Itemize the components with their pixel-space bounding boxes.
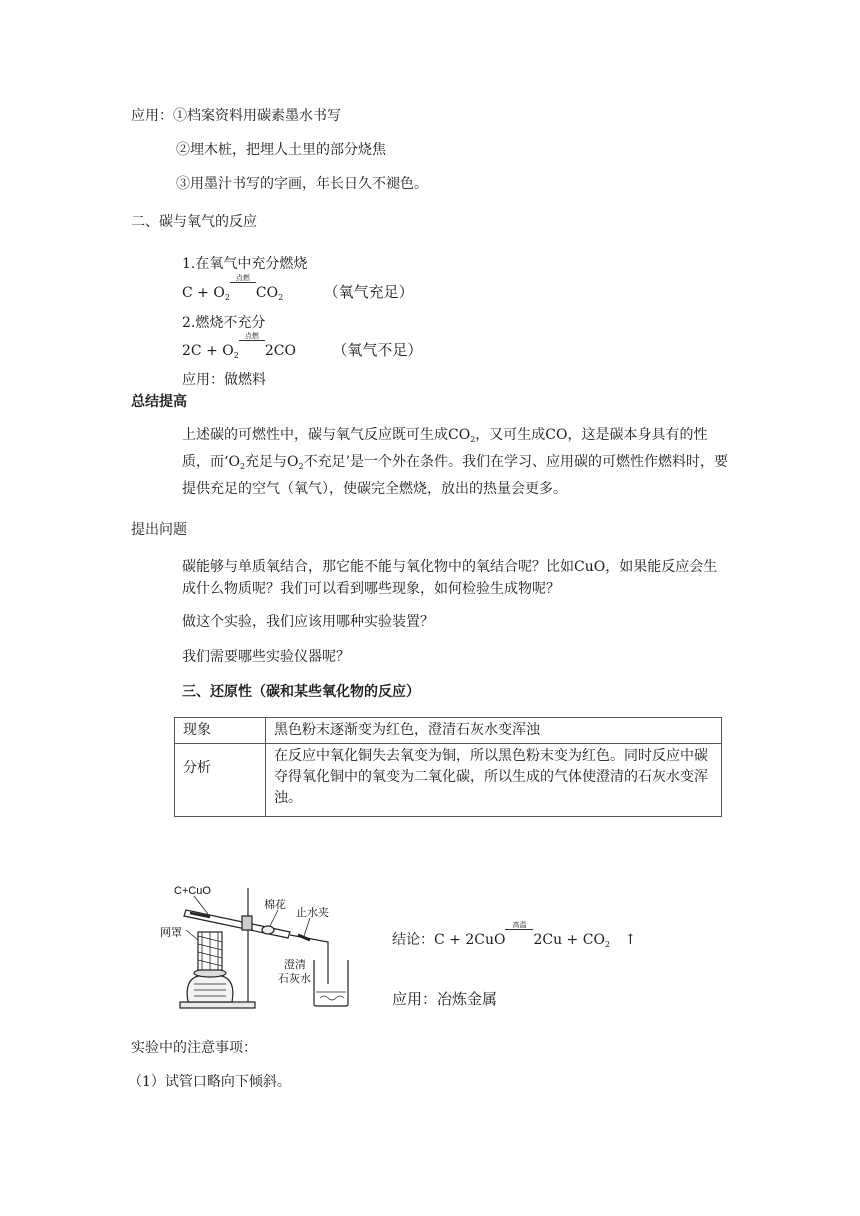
question-title: 提出问题 — [131, 522, 187, 538]
application-line-3: ③用墨汁书写的字画，年长日久不褪色。 — [176, 176, 428, 192]
eq2-reaction-arrow — [239, 332, 265, 361]
table-row — [175, 744, 722, 817]
eq1-reaction-arrow — [230, 274, 256, 303]
eq1-sub-a: 2 — [224, 293, 230, 302]
label-cotton: 棉花 — [264, 899, 286, 911]
equation-incomplete-combustion — [182, 332, 423, 366]
conclusion-prefix: 结论：C + 2CuO — [392, 932, 506, 948]
conclusion-right: 2Cu + CO — [533, 932, 605, 948]
summary-text-1: 上述碳的可燃性中，碳与氧气反应既可生成CO — [182, 427, 471, 443]
notes-item-1: （1）试管口略向下倾斜。 — [128, 1074, 291, 1090]
section2-item1: 1.在氧气中充分燃烧 — [182, 256, 308, 272]
equation-complete-combustion — [182, 274, 414, 308]
table-cell-text: 在反应中氧化铜失去氧变为铜，所以黑色粉末变为红色。同时反应中碳夺得氧化铜中的氧变为二氧化碳，所以生成的气体使澄清的石灰水变浑浊。 — [266, 744, 722, 817]
eq2-note: （氧气不足） — [332, 341, 423, 359]
observation-table — [174, 717, 722, 817]
conclusion-condition: 高温 — [505, 921, 533, 930]
summary-sub-3: 2 — [298, 462, 304, 471]
conclusion-equation — [392, 921, 637, 955]
table-cell-head: 现象 — [175, 718, 266, 744]
section2-title: 二、碳与氧气的反应 — [131, 214, 257, 230]
summary-paragraph — [182, 424, 730, 500]
label-limewater-2: 石灰水 — [278, 973, 311, 985]
conclusion-sub: 2 — [604, 940, 611, 949]
eq2-left: 2C + O — [182, 343, 234, 359]
conclusion-application: 应用：冶炼金属 — [392, 990, 498, 1008]
summary-title: 总结提高 — [131, 394, 187, 410]
notes-title: 实验中的注意事项： — [131, 1040, 257, 1056]
conclusion-reaction-arrow — [505, 921, 533, 950]
gas-arrow-icon: ↑ — [624, 932, 637, 948]
summary-text-2: ，又可生成CO，这是碳本身具有的性质，而‘O — [182, 427, 708, 470]
eq2-sub-a: 2 — [233, 351, 239, 360]
eq1-sub-b: 2 — [278, 293, 284, 302]
summary-text-3: 充足与O — [245, 454, 299, 470]
eq1-note: （氧气充足） — [323, 283, 414, 301]
eq1-right: CO — [255, 285, 279, 301]
label-clamp: 止水夹 — [296, 907, 329, 919]
section2-application: 应用：做燃料 — [182, 372, 266, 388]
summary-text-4: 不充足’是一个外在条件。我们在学习、应用碳的可燃性作燃料时，要提供充足的空气（氧气），使碳完全燃烧，放出的热量会更多。 — [182, 454, 729, 497]
application-line-2: ②埋木桩，把埋人土里的部分烧焦 — [176, 142, 386, 158]
question-paragraph-1: 碳能够与单质氧结合，那它能不能与氧化物中的氧结合呢？比如CuO，如果能反应会生成什么物质呢？我们可以看到哪些现象，如何检验生成物呢？ — [182, 559, 718, 597]
table-cell-head: 分析 — [175, 744, 266, 817]
eq1-condition: 点燃 — [230, 274, 256, 283]
experiment-apparatus-diagram — [150, 880, 360, 1012]
summary-sub-1: 2 — [470, 435, 476, 444]
question-paragraph-2: 做这个实验，我们应该用哪种实验装置？ — [182, 614, 434, 630]
table-cell-text: 黑色粉末逐渐变为红色，澄清石灰水变浑浊 — [266, 718, 722, 744]
eq2-right: 2CO — [264, 343, 296, 359]
eq2-condition: 点燃 — [239, 332, 265, 341]
section3-title: 三、还原性（碳和某些氧化物的反应） — [182, 684, 420, 700]
label-limewater-1: 澄清 — [284, 959, 306, 971]
application-line-1: 应用：①档案资料用碳素墨水书写 — [131, 108, 341, 124]
table-row — [175, 718, 722, 744]
label-gauze: 网罩 — [160, 927, 182, 939]
section2-item2: 2.燃烧不充分 — [182, 315, 266, 331]
summary-sub-2: 2 — [239, 462, 246, 471]
question-paragraph-3: 我们需要哪些实验仪器呢？ — [182, 649, 350, 665]
label-reactants: C+CuO — [174, 885, 211, 897]
eq1-left: C + O — [182, 285, 225, 301]
